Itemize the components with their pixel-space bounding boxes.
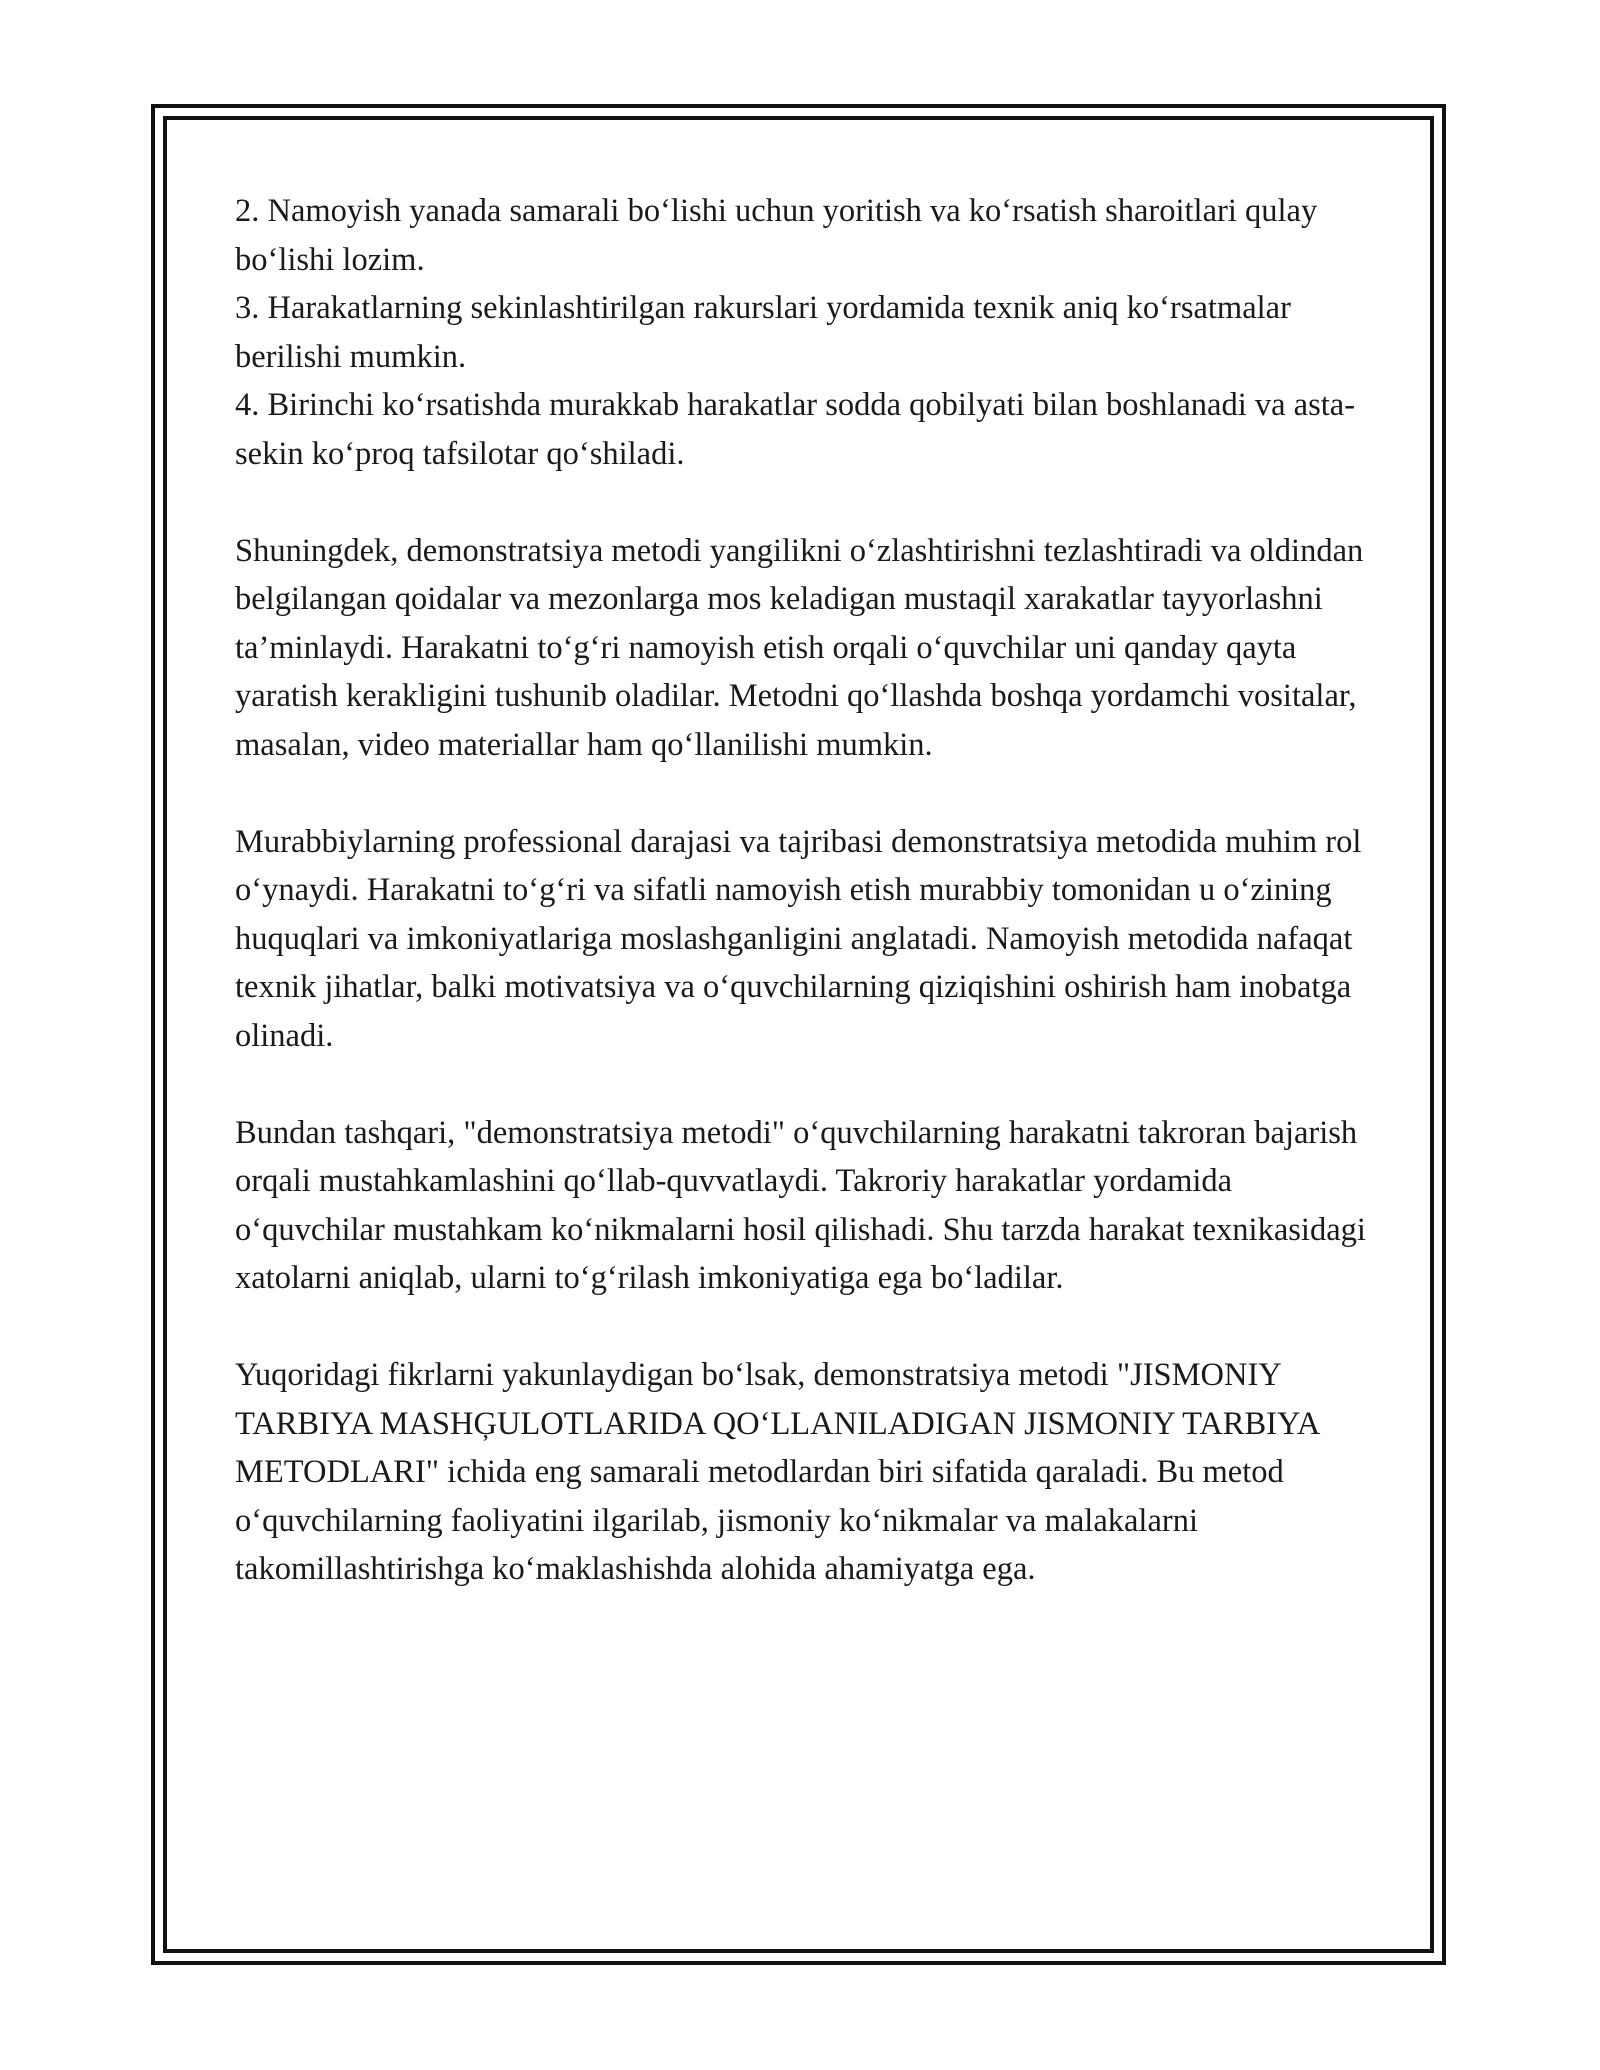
list-item: 4. Birinchi ko‘rsatishda murakkab harakatlar sodda qobilyati bilan boshlanadi va asta-sekin ko‘proq tafsilotar qo‘shiladi. <box>235 387 1356 472</box>
body-paragraph: Yuqoridagi fikrlarni yakunlaydigan bo‘lsak, demonstratsiya metodi "JISMONIY TARBIYA MASHĢULOTLARIDA QO‘LLANILADIGAN JISMONIY TARBIYA METODLARI" ichida eng samarali metodlardan biri sifatida qaraladi. Bu metod o‘quvchilarning faoliyatini ilgarilab, jismoniy ko‘nikmalar va malakalarni takomillashtirishga ko‘maklashishda alohida ahamiyatga ega. <box>235 1357 1319 1587</box>
body-paragraph: Shuningdek, demonstratsiya metodi yangilikni o‘zlashtirishni tezlashtiradi va oldindan belgilangan qoidalar va mezonlarga mos keladigan mustaqil xarakatlar tayyorlashni ta’minlaydi. Harakatni to‘g‘ri namoyish etish orqali o‘quvchilar uni qanday qayta yaratish kerakligini tushunib oladilar. Metodni qo‘llashda boshqa yordamchi vositalar, masalan, video materiallar ham qo‘llanilishi mumkin. <box>235 532 1364 763</box>
body-paragraph: Murabbiylarning professional darajasi va tajribasi demonstratsiya metodida muhim rol o‘ynaydi. Harakatni to‘g‘ri va sifatli namoyish etish murabbiy tomonidan u o‘zining huquqlari va imkoniyatlariga moslashganligini anglatadi. Namoyish metodida nafaqat texnik jihatlar, balki motivatsiya va o‘quvchilarning qiziqishini oshirish ham inobatga olinadi. <box>235 823 1362 1054</box>
document-body <box>235 187 1385 1594</box>
list-item: 2. Namoyish yanada samarali bo‘lishi uchun yoritish va ko‘rsatish sharoitlari qulay bo‘lishi lozim. <box>235 193 1318 278</box>
body-paragraph: Bundan tashqari, "demonstratsiya metodi" o‘quvchilarning harakatni takroran bajarish orqali mustahkamlashini qo‘llab-quvvatlaydi. Takroriy harakatlar yordamida o‘quvchilar mustahkam ko‘nikmalarni hosil qilishadi. Shu tarzda harakat texnikasidagi xatolarni aniqlab, ularni to‘g‘rilash imkoniyatiga ega bo‘ladilar. <box>235 1114 1366 1296</box>
list-item: 3. Harakatlarning sekinlashtirilgan rakurslari yordamida texnik aniq ko‘rsatmalar berilishi mumkin. <box>235 290 1291 375</box>
